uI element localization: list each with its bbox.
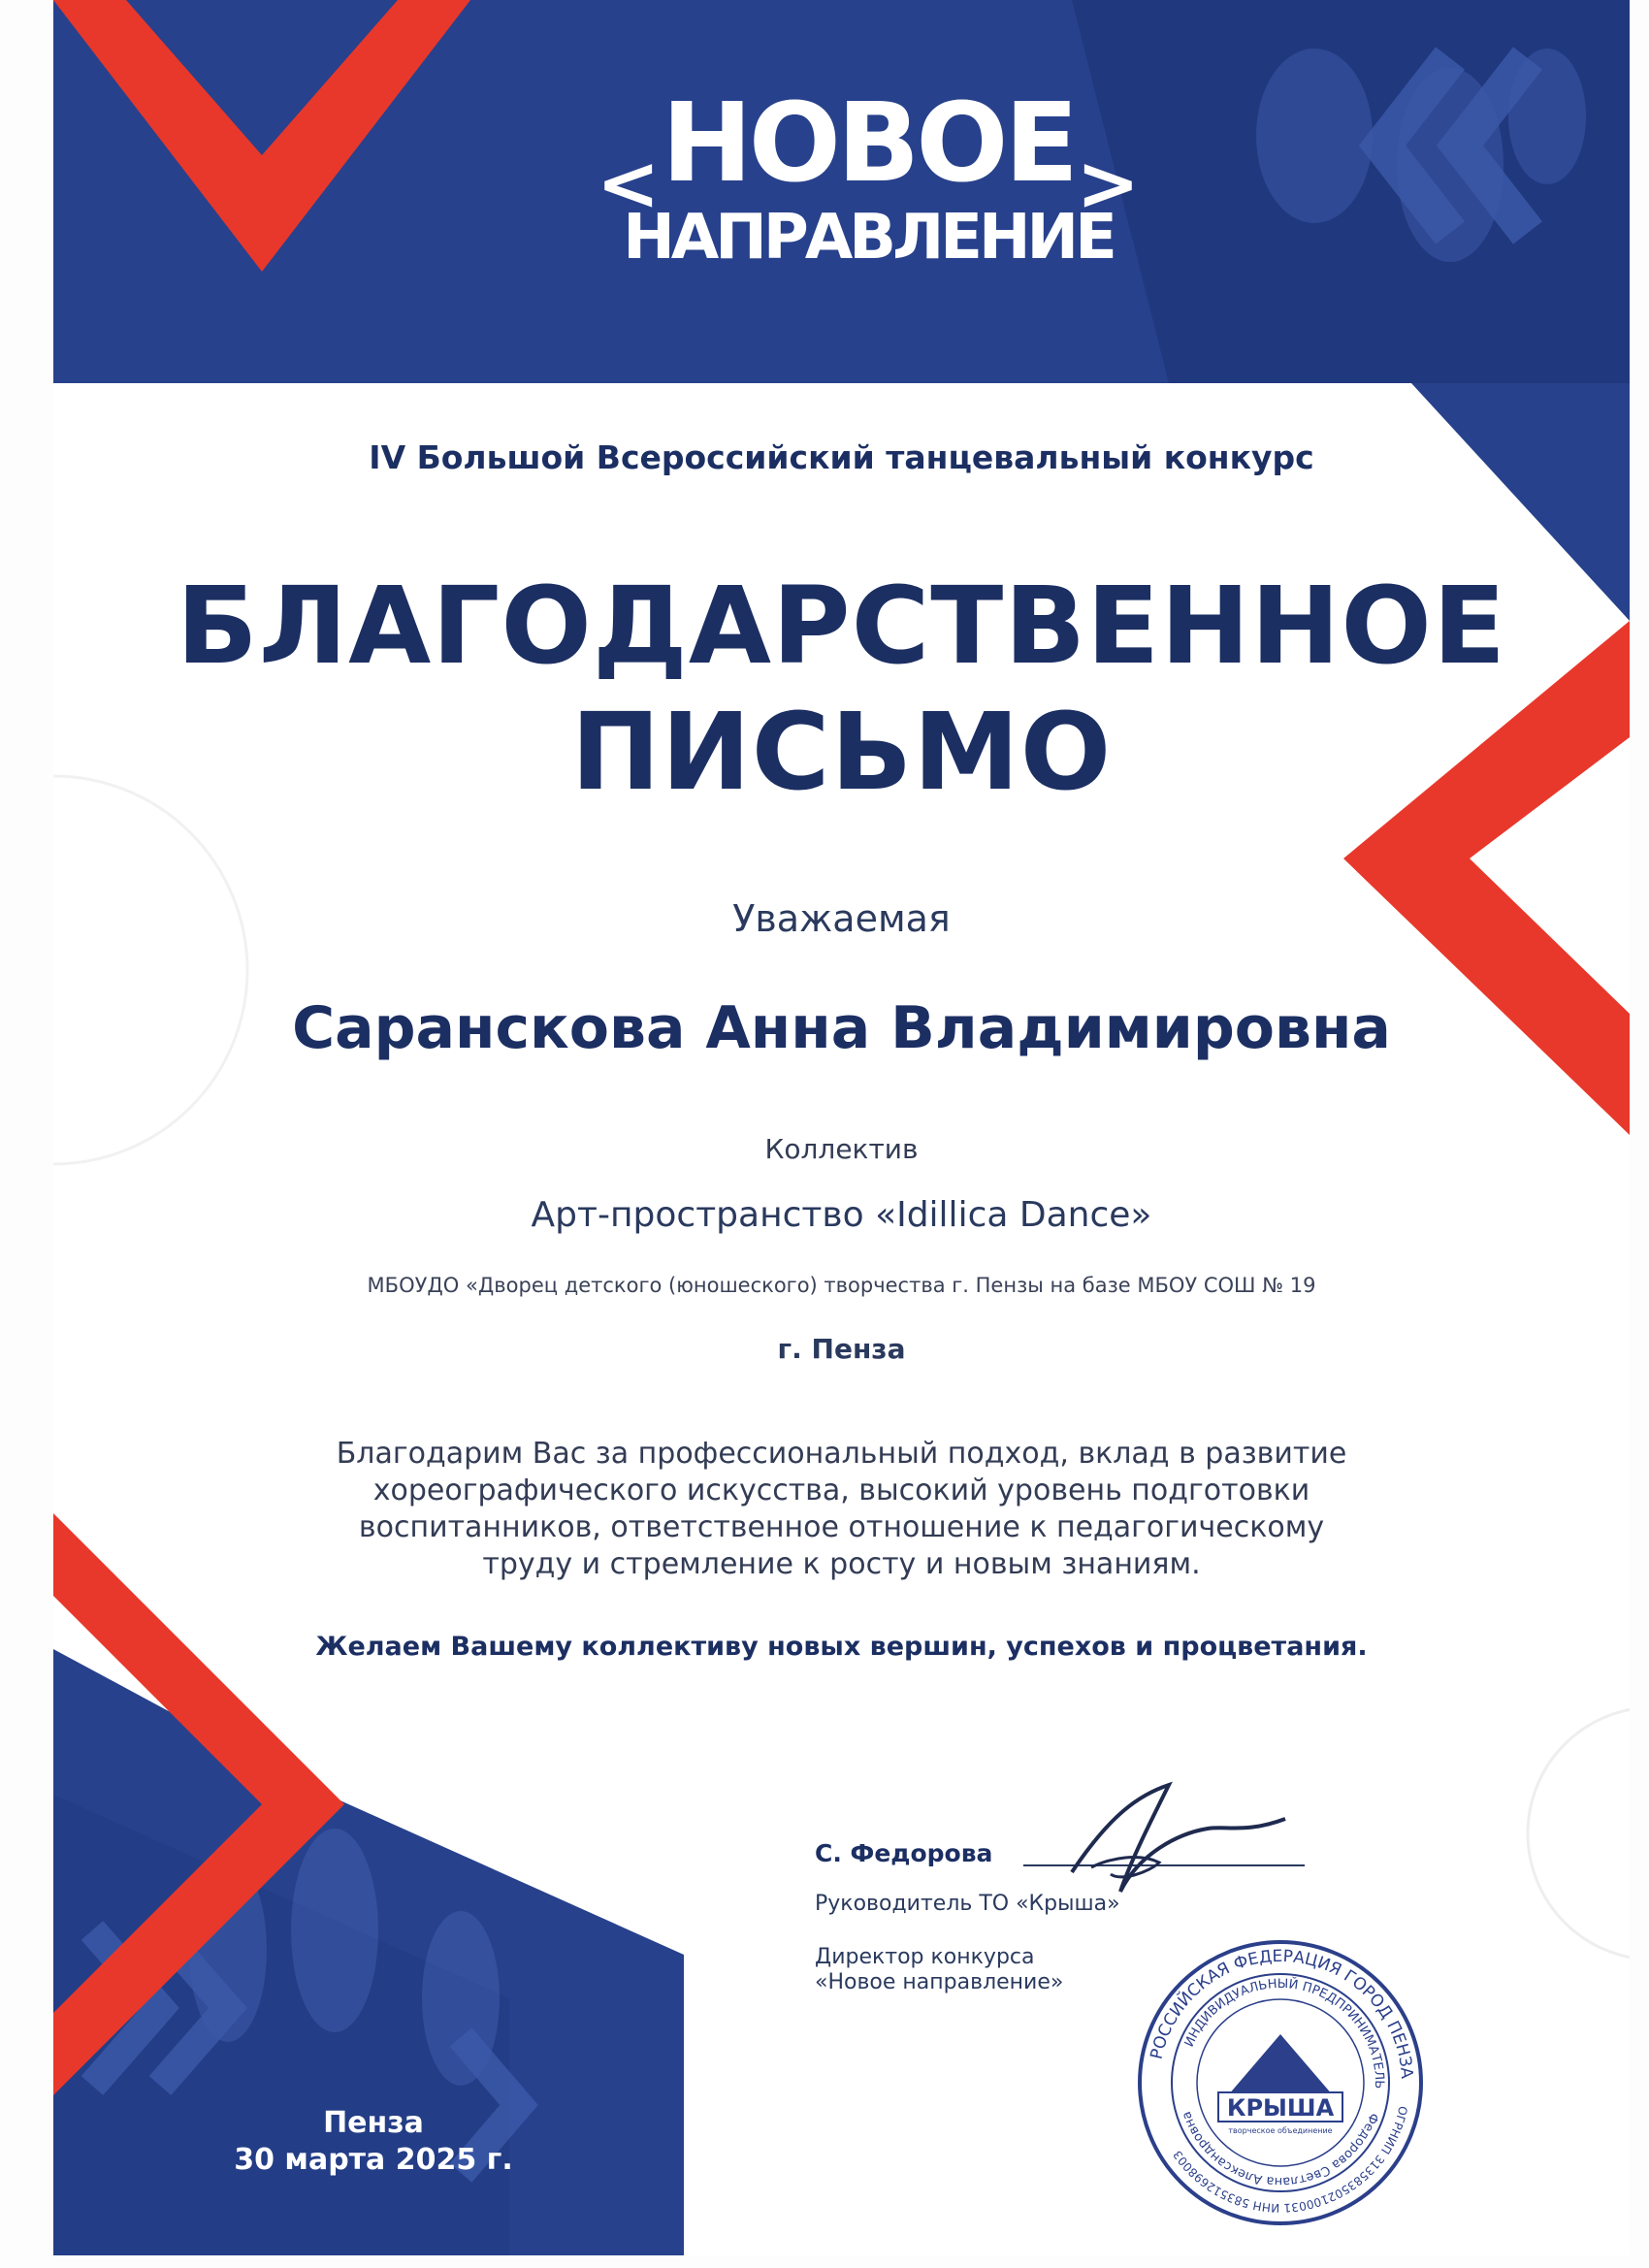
- logo-right-bracket: >: [1076, 141, 1140, 228]
- certificate-card: [53, 0, 1630, 2255]
- logo-line-1: НОВОЕ: [661, 81, 1076, 207]
- contest-name: IV Большой Всероссийский танцевальный конкурс: [369, 438, 1314, 476]
- stamp-brand-sub: творческое объединение: [1228, 2126, 1333, 2135]
- signer-director-title: [815, 1945, 1063, 1995]
- footer-city: Пенза: [323, 2106, 424, 2140]
- logo-left-bracket: <: [597, 141, 661, 228]
- collective-label: Коллектив: [764, 1133, 919, 1165]
- recipient-name: Саранскова Анна Владимировна: [292, 994, 1391, 1062]
- footer-date: 30 марта 2025 г.: [234, 2143, 513, 2177]
- signer-name: С. Федорова: [815, 1839, 993, 1867]
- handwritten-signature: [1052, 1775, 1305, 1911]
- collective-name: Арт-пространство «Idillica Dance»: [531, 1195, 1152, 1235]
- city-name: г. Пенза: [777, 1333, 906, 1365]
- director-line-1: Директор конкурса: [815, 1945, 1035, 1969]
- stamp-outer-text: РОССИЙСКАЯ ФЕДЕРАЦИЯ ГОРОД ПЕНЗА: [1147, 1946, 1417, 2080]
- official-stamp: [1135, 1937, 1426, 2228]
- thanks-line: Благодарим Вас за профессиональный подход, вклад в развитие: [336, 1437, 1347, 1471]
- director-line-2: «Новое направление»: [815, 1970, 1064, 1994]
- stamp-inner-text: ИНДИВИДУАЛЬНЫЙ ПРЕДПРИНИМАТЕЛЬ: [1181, 1976, 1387, 2090]
- organization-name: МБОУДО «Дворец детского (юношеского) творчества г. Пензы на базе МБОУ СОШ № 19: [367, 1274, 1316, 1297]
- thanks-line: воспитанников, ответственное отношение к педагогическому: [358, 1510, 1325, 1544]
- title-line-2: ПИСЬМО: [570, 690, 1113, 814]
- wish-text: Желаем Вашему коллективу новых вершин, успехов и процветания.: [315, 1632, 1368, 1662]
- thanks-line: труду и стремление к росту и новым знаниям.: [482, 1547, 1201, 1581]
- logo-line-2: НАПРАВЛЕНИЕ: [623, 202, 1114, 274]
- stamp-ids-text: ОГРНИП 313583502100031 ИНН 583512698003: [1170, 2104, 1410, 2216]
- stamp-brand: КРЫША: [1226, 2094, 1335, 2122]
- stamp-bottom-text: Федорова Светлана Александровна: [1179, 2109, 1381, 2189]
- background-graphics: [53, 0, 1630, 2255]
- signer-role: Руководитель ТО «Крыша»: [815, 1892, 1120, 1916]
- document-title: [53, 563, 1630, 815]
- contest-logo: [597, 81, 1140, 289]
- greeting: Уважаемая: [732, 897, 951, 940]
- title-line-1: БЛАГОДАРСТВЕННОЕ: [176, 564, 1507, 688]
- thanks-line: хореографического искусства, высокий уровень подготовки: [372, 1474, 1310, 1507]
- place-and-date: [218, 2105, 529, 2179]
- thanks-paragraph: [53, 1436, 1630, 1583]
